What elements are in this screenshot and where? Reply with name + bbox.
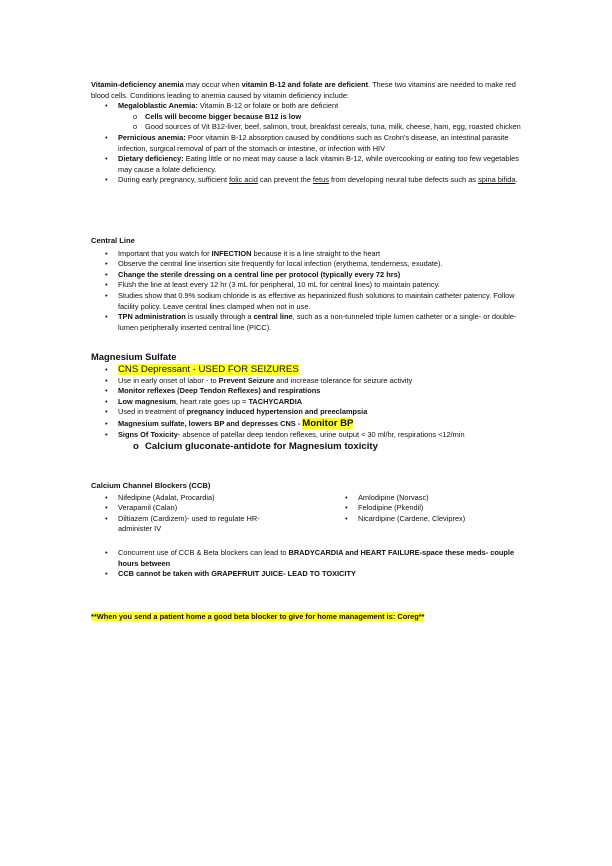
central-i6-b: is usually through a (185, 312, 254, 322)
list-item (91, 122, 531, 133)
ccb-right-0: Amlodipine (Norvasc) (358, 492, 429, 502)
central-i1-c: because it is a line straight to the heart (251, 248, 381, 258)
ccb-left-list (91, 493, 331, 535)
magnesium-list (91, 364, 531, 453)
spina-bifida-link[interactable]: spina bifida (478, 175, 516, 185)
preg-c: can prevent the (257, 175, 313, 185)
central-i6-d: , such as a non-tunneled triple lumen catheter or a single- or double-lumen peripherally inserted central line (PICC). (118, 312, 517, 332)
list-item (91, 441, 531, 453)
list-item (91, 112, 531, 123)
footer-section (91, 612, 531, 623)
mag-i6-a: Magnesium sulfate, lowers BP and depresses CNS - (118, 418, 303, 428)
diet-text: Eating little or no meat may cause a lack vitamin B-12, while overcooking or eating too few vegetables may cause a folate deficiency. (118, 154, 519, 174)
ccb-right-list (331, 493, 531, 535)
central-i4: Flush the line at least every 12 hr (3 mL for peripheral, 10 mL for central lines) to maintain patency. (118, 280, 440, 290)
mag-i2-c: and increase tolerance for seizure activity (274, 375, 413, 385)
vitamin-intro (91, 80, 531, 101)
ccb-right-1: Felodipine (Pkendil) (358, 503, 424, 513)
list-item (91, 101, 531, 112)
cns-depressant-highlight: CNS Depressant - USED FOR SEIZURES (118, 363, 299, 375)
central-line-list (91, 249, 531, 334)
mag-i4-b: , heart rate goes up = (175, 396, 249, 406)
list-item (91, 175, 531, 186)
vitamin-term: Vitamin-deficiency anemia (91, 80, 184, 89)
monitor-bp-highlight: Monitor BP (302, 417, 354, 429)
list-item (91, 270, 531, 281)
ccb-n2: CCB cannot be taken with GRAPEFRUIT JUICE- LEAD TO TOXICITY (118, 569, 356, 579)
ccb-left-2: Diltiazem (Cardizem)- used to regulate HR- administer IV (118, 513, 260, 534)
ccb-n1-b: BRADYCARDIA and HEART FAILURE-space these meds- couple hours between (118, 547, 515, 568)
preg-e: from developing neural tube defects such as (328, 175, 479, 185)
central-i5: Studies show that 0.9% sodium chloride is as effective as heparinized flush solutions to maintain catheter patency. Follow facility policy. Leave central lines clamped when not in use. (118, 290, 515, 311)
central-i1-b: INFECTION (211, 248, 252, 258)
mag-i4-c: TACHYCARDIA (248, 396, 303, 406)
mag-i7-a: Signs Of Toxicity (118, 429, 178, 439)
list-item (331, 514, 531, 525)
central-i6-c: central line (253, 312, 293, 322)
list-item (91, 503, 331, 514)
vitamin-list (91, 101, 531, 186)
diet-label: Dietary deficiency: (118, 154, 184, 164)
calcium-gluconate-antidote: Calcium gluconate-antidote for Magnesium toxicity (145, 440, 378, 452)
mag-i7-b: - absence of patellar deep tendon reflexes, urine output < 30 ml/hr, respirations <12/min (177, 429, 465, 439)
fetus-link[interactable]: fetus (312, 175, 329, 185)
mega-sub2: Good sources of Vit B12-liver, beef, salmon, trout, breakfast cereals, tuna, milk, cheese, ham, egg, roasted chicken (145, 122, 521, 132)
mega-label: Megaloblastic Anemia: (118, 101, 198, 111)
coreg-note-highlight: **When you send a patient home a good beta blocker to give for home management is: Coreg** (91, 612, 425, 621)
mag-i2-a: Use in early onset of labor - to (118, 375, 219, 385)
list-item (91, 548, 531, 569)
pern-text: Poor vitamin B-12 absorption caused by conditions such as Crohn's disease, an intestinal parasite infection, surgical removal of part of the stomach or intestine, or infection with HIV (118, 132, 509, 153)
mag-i3: Monitor reflexes (Deep Tendon Reflexes) and respirations (118, 386, 321, 396)
central-i3: Change the sterile dressing on a central line per protocol (typically every 72 hrs) (118, 269, 401, 279)
magnesium-section (91, 352, 531, 453)
ccb-notes-list (91, 548, 531, 580)
central-i2: Observe the central line insertion site frequently for local infection (erythema, tenderness, exudate). (118, 259, 443, 269)
list-item (91, 364, 531, 376)
vitamin-intro-text: may occur when (183, 80, 242, 89)
list-item (91, 407, 531, 418)
list-item (91, 376, 531, 387)
central-line-heading: Central Line (91, 236, 135, 245)
ccb-heading: Calcium Channel Blockers (CCB) (91, 481, 211, 490)
list-item (91, 154, 531, 175)
ccb-right-2: Nicardipine (Cardene, Cleviprex) (358, 513, 466, 523)
list-item (91, 569, 531, 580)
ccb-columns (91, 493, 531, 535)
list-item (91, 291, 531, 312)
list-item (91, 514, 331, 535)
vitamin-deficient-term: vitamin B-12 and folate are deficient (241, 80, 369, 89)
list-item (331, 493, 531, 504)
central-i1-a: Important that you watch for (118, 248, 212, 258)
central-line-section (91, 236, 531, 333)
list-item (91, 280, 531, 291)
list-item (91, 430, 531, 441)
central-i6-a: TPN administration (118, 312, 186, 322)
mag-i5-b: pregnancy induced hypertension and preeclampsia (186, 407, 368, 417)
list-item (91, 133, 531, 154)
magnesium-heading: Magnesium Sulfate (91, 351, 177, 362)
mega-sub1: Cells will become bigger because B12 is low (145, 111, 302, 121)
vitamin-intro-rest: . These two vitamins are needed to make red blood cells. Conditions leading to anemia caused by vitamin deficiency include: (91, 80, 516, 100)
ccb-left-1: Verapamil (Calan) (118, 503, 178, 513)
list-item (91, 312, 531, 333)
mega-text: Vitamin B-12 or folate or both are deficient (197, 101, 339, 111)
ccb-left-0: Nifedipine (Adalat, Procardia) (118, 492, 215, 502)
preg-a: During early pregnancy, sufficient (118, 175, 230, 185)
list-item (91, 418, 531, 430)
list-item (331, 503, 531, 514)
mag-i4-a: Low magnesium (118, 396, 176, 406)
list-item (91, 493, 331, 504)
ccb-section (91, 481, 531, 580)
list-item (91, 386, 531, 397)
vitamin-section (91, 80, 531, 186)
pern-label: Pernicious anemia: (118, 132, 186, 142)
preg-g: . (515, 175, 518, 185)
list-item (91, 259, 531, 270)
ccb-n1-a: Concurrent use of CCB & Beta blockers can lead to (118, 547, 289, 557)
list-item (91, 249, 531, 260)
mag-i2-b: Prevent Seizure (218, 375, 275, 385)
mag-i5-a: Used in treatment of (118, 407, 187, 417)
list-item (91, 397, 531, 408)
folic-acid-link[interactable]: folic acid (229, 175, 258, 185)
